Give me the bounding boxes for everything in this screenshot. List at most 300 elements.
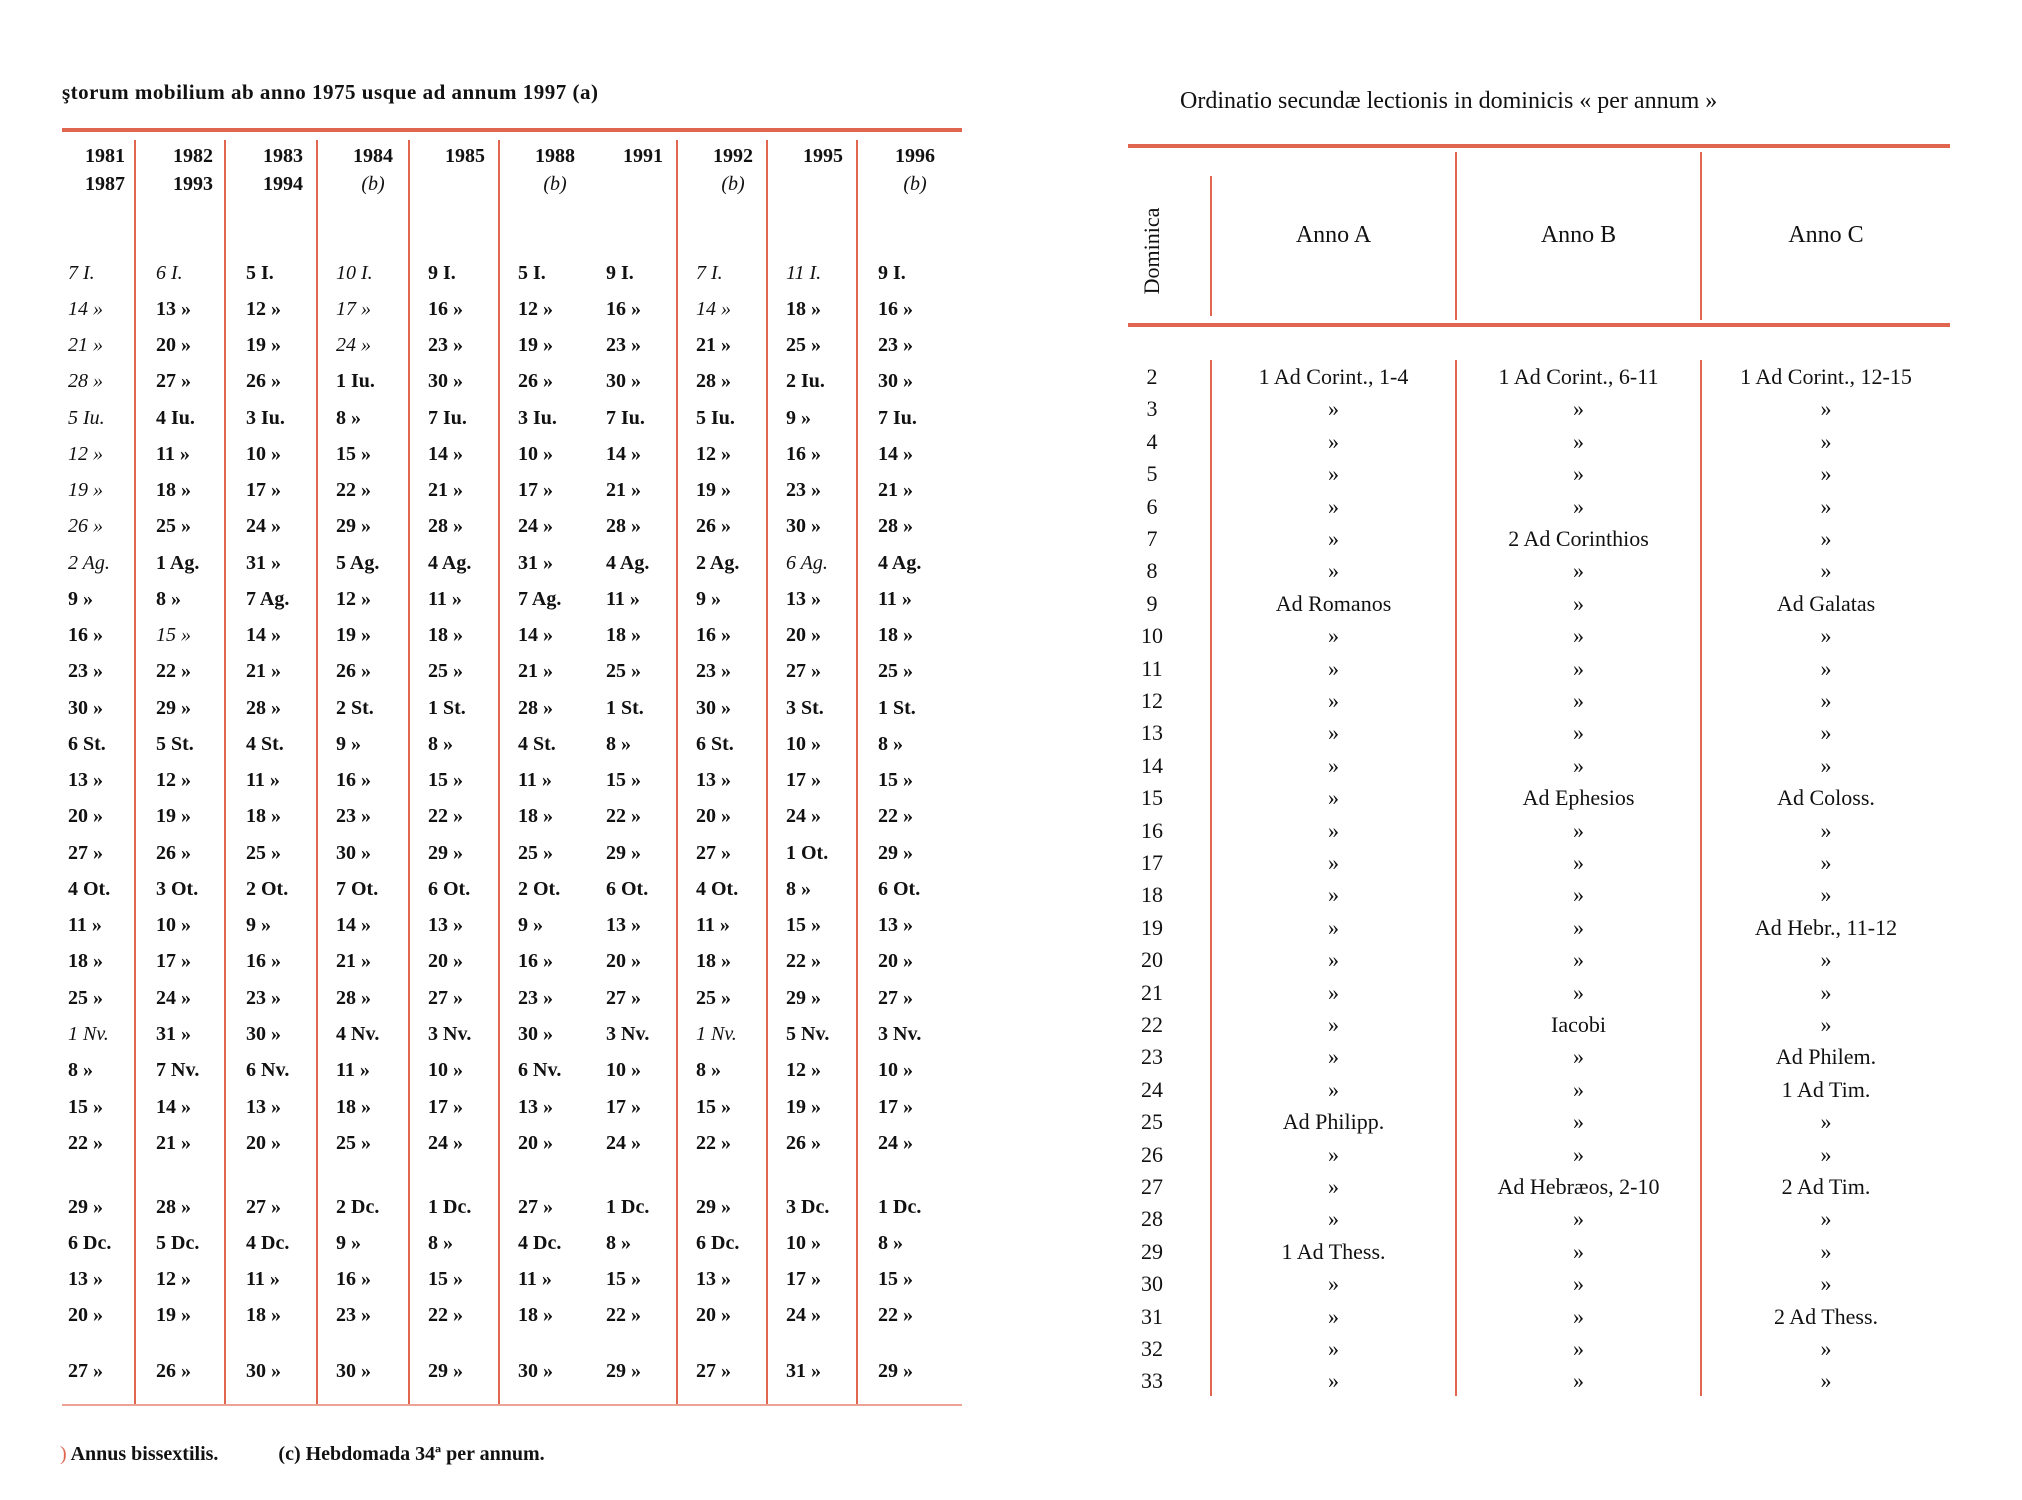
year-header-line1: 1982 <box>173 145 213 167</box>
date-cell: 6 Ot. <box>606 878 649 900</box>
date-cell: 13 » <box>68 1268 103 1290</box>
reading-cell-anno-a: » <box>1328 1336 1339 1361</box>
date-cell: 16 » <box>428 298 463 320</box>
reading-cell-anno-c: » <box>1820 558 1832 583</box>
date-cell: 22 » <box>878 1304 913 1326</box>
reading-cell-anno-a: » <box>1328 688 1339 713</box>
date-cell: 27 » <box>696 842 731 864</box>
reading-cell-anno-b: » <box>1573 1368 1584 1393</box>
date-cell: 9 I. <box>428 262 456 284</box>
date-cell: 4 Ag. <box>428 552 472 574</box>
year-column-header <box>780 142 866 170</box>
date-cell: 27 » <box>518 1196 553 1218</box>
reading-cell-anno-c: » <box>1820 980 1832 1005</box>
reading-cell-anno-a: » <box>1328 818 1339 843</box>
reading-cell-anno-c: » <box>1820 753 1832 778</box>
year-header-line2: 1994 <box>263 173 303 195</box>
date-cell: 13 » <box>156 298 191 320</box>
date-cell: 19 » <box>246 334 281 356</box>
date-cell: 30 » <box>696 697 731 719</box>
dominica-number: 5 <box>1146 461 1158 486</box>
date-cell: 23 » <box>336 1304 371 1326</box>
column-divider <box>498 140 500 1404</box>
reading-cell-anno-a: » <box>1328 850 1339 875</box>
date-cell: 15 » <box>786 914 821 936</box>
reading-cell-anno-c: 1 Ad Corint., 12-15 <box>1740 364 1912 389</box>
date-cell: 27 » <box>696 1360 731 1382</box>
reading-cell-anno-b: Ad Ephesios <box>1522 785 1635 810</box>
date-cell: 31 » <box>518 552 553 574</box>
date-cell: 5 St. <box>156 733 194 755</box>
date-cell: 30 » <box>246 1023 281 1045</box>
year-header-line1: 1995 <box>803 145 843 167</box>
date-cell: 27 » <box>156 370 191 392</box>
dominica-number: 30 <box>1141 1271 1163 1296</box>
footnote-b: Annus bissextilis. <box>70 1443 219 1465</box>
date-cell: 23 » <box>336 805 371 827</box>
reading-cell-anno-b: » <box>1573 1044 1584 1069</box>
reading-cell-anno-c: » <box>1820 1012 1832 1037</box>
date-cell: 24 » <box>336 334 371 356</box>
header-top-rule <box>1128 144 1950 148</box>
date-cell: 6 Ot. <box>878 878 921 900</box>
date-cell: 31 » <box>786 1360 821 1382</box>
date-cell: 13 » <box>878 914 913 936</box>
date-cell: 2 St. <box>336 697 374 719</box>
date-cell: 10 » <box>786 733 821 755</box>
date-cell: 6 Nv. <box>246 1059 290 1081</box>
reading-cell-anno-a: » <box>1328 1206 1339 1231</box>
date-cell: 30 » <box>336 842 371 864</box>
date-cell: 24 » <box>428 1132 463 1154</box>
date-cell: 23 » <box>696 660 731 682</box>
date-cell: 25 » <box>336 1132 371 1154</box>
dominica-number: 24 <box>1141 1077 1163 1102</box>
dominica-number: 28 <box>1141 1206 1163 1231</box>
date-cell: 14 » <box>696 298 731 320</box>
date-cell: 23 » <box>606 334 641 356</box>
date-cell: 27 » <box>786 660 821 682</box>
reading-cell-anno-b: 2 Ad Corinthios <box>1508 526 1649 551</box>
reading-cell-anno-a: » <box>1328 1304 1339 1329</box>
date-cell: 20 » <box>428 950 463 972</box>
dominica-label: Dominica <box>1139 207 1164 295</box>
date-cell: 15 » <box>68 1096 103 1118</box>
date-cell: 19 » <box>68 479 103 501</box>
date-cell: 21 » <box>518 660 553 682</box>
date-cell: 29 » <box>156 697 191 719</box>
date-cell: 5 Iu. <box>696 407 735 429</box>
reading-cell-anno-b: » <box>1573 688 1584 713</box>
dominica-number: 22 <box>1141 1012 1163 1037</box>
date-cell: 21 » <box>696 334 731 356</box>
reading-cell-anno-b: » <box>1573 1206 1584 1231</box>
dominica-number: 13 <box>1141 720 1163 745</box>
year-header-line1: 1983 <box>263 145 303 167</box>
date-cell: 10 » <box>156 914 191 936</box>
date-cell: 1 St. <box>428 697 466 719</box>
date-cell: 30 » <box>878 370 913 392</box>
date-cell: 17 » <box>786 1268 821 1290</box>
date-cell: 12 » <box>336 588 371 610</box>
date-cell: 13 » <box>518 1096 553 1118</box>
date-cell: 12 » <box>246 298 281 320</box>
date-cell: 15 » <box>428 1268 463 1290</box>
reading-cell-anno-b: » <box>1573 429 1584 454</box>
date-cell: 20 » <box>606 950 641 972</box>
date-cell: 20 » <box>68 805 103 827</box>
date-cell: 26 » <box>156 842 191 864</box>
column-divider <box>408 140 410 1404</box>
dominica-number: 11 <box>1141 656 1163 681</box>
year-column-header <box>690 142 776 198</box>
date-cell: 31 » <box>246 552 281 574</box>
date-cell: 4 Ot. <box>696 878 739 900</box>
date-cell: 8 » <box>336 407 361 429</box>
reading-cell-anno-a: » <box>1328 429 1339 454</box>
date-cell: 9 » <box>518 914 543 936</box>
reading-cell-anno-b: » <box>1573 753 1584 778</box>
date-cell: 19 » <box>696 479 731 501</box>
date-cell: 8 » <box>878 1232 903 1254</box>
date-cell: 4 St. <box>246 733 284 755</box>
reading-cell-anno-a: » <box>1328 461 1339 486</box>
date-cell: 18 » <box>246 805 281 827</box>
date-cell: 7 Iu. <box>878 407 917 429</box>
date-cell: 14 » <box>878 443 913 465</box>
date-cell: 1 Dc. <box>878 1196 922 1218</box>
date-cell: 27 » <box>68 842 103 864</box>
date-cell: 4 Ag. <box>606 552 650 574</box>
top-rule <box>62 128 962 132</box>
date-cell: 1 Dc. <box>428 1196 472 1218</box>
date-cell: 24 » <box>246 515 281 537</box>
date-cell: 29 » <box>336 515 371 537</box>
date-cell: 8 » <box>428 1232 453 1254</box>
reading-cell-anno-a: 1 Ad Thess. <box>1281 1239 1386 1264</box>
date-cell: 8 » <box>68 1059 93 1081</box>
reading-cell-anno-b: 1 Ad Corint., 6-11 <box>1498 364 1659 389</box>
date-cell: 15 » <box>606 769 641 791</box>
date-cell: 10 » <box>786 1232 821 1254</box>
right-page-title: Ordinatio secundæ lectionis in dominicis « per annum » <box>1180 88 1718 114</box>
dominica-number: 19 <box>1141 915 1163 940</box>
date-cell: 22 » <box>696 1132 731 1154</box>
date-cell: 14 » <box>246 624 281 646</box>
date-cell: 15 » <box>336 443 371 465</box>
date-cell: 30 » <box>428 370 463 392</box>
date-cell: 14 » <box>68 298 103 320</box>
date-cell: 20 » <box>786 624 821 646</box>
date-cell: 18 » <box>518 805 553 827</box>
date-cell: 15 » <box>696 1096 731 1118</box>
date-cell: 20 » <box>156 334 191 356</box>
date-cell: 28 » <box>246 697 281 719</box>
date-cell: 17 » <box>518 479 553 501</box>
year-header-line1: 1996 <box>895 145 935 167</box>
dominica-number: 4 <box>1146 429 1158 454</box>
date-cell: 11 » <box>246 769 280 791</box>
date-cell: 28 » <box>428 515 463 537</box>
date-cell: 24 » <box>786 805 821 827</box>
date-cell: 13 » <box>246 1096 281 1118</box>
date-cell: 9 » <box>696 588 721 610</box>
date-cell: 18 » <box>156 479 191 501</box>
column-divider <box>224 140 226 1404</box>
date-cell: 4 Nv. <box>336 1023 380 1045</box>
date-cell: 25 » <box>786 334 821 356</box>
date-cell: 21 » <box>878 479 913 501</box>
date-cell: 7 Iu. <box>428 407 467 429</box>
date-cell: 18 » <box>246 1304 281 1326</box>
column-divider <box>676 140 678 1404</box>
reading-cell-anno-b: » <box>1573 947 1584 972</box>
date-cell: 3 Dc. <box>786 1196 830 1218</box>
date-cell: 17 » <box>156 950 191 972</box>
date-cell: 14 » <box>518 624 553 646</box>
year-column-header <box>872 142 958 198</box>
date-cell: 11 » <box>518 769 552 791</box>
date-cell: 9 » <box>336 733 361 755</box>
reading-cell-anno-b: » <box>1573 1304 1584 1329</box>
dominica-number: 9 <box>1146 591 1158 616</box>
footnote-c: (c) Hebdomada 34ª per annum. <box>278 1443 545 1465</box>
date-cell: 2 Ag. <box>68 552 110 574</box>
date-cell: 5 Ag. <box>336 552 380 574</box>
date-cell: 10 I. <box>336 262 373 284</box>
dominica-number: 3 <box>1146 396 1158 421</box>
year-header-line1: 1981 <box>85 145 125 167</box>
reading-cell-anno-c: » <box>1820 947 1832 972</box>
date-cell: 27 » <box>68 1360 103 1382</box>
date-cell: 1 Ot. <box>786 842 829 864</box>
date-cell: 1 Iu. <box>336 370 375 392</box>
reading-cell-anno-a: » <box>1328 915 1339 940</box>
reading-cell-anno-a: » <box>1328 623 1339 648</box>
date-cell: 7 Nv. <box>156 1059 200 1081</box>
date-cell: 4 Dc. <box>518 1232 562 1254</box>
reading-cell-anno-a: » <box>1328 526 1339 551</box>
reading-cell-anno-b: » <box>1573 1109 1584 1134</box>
date-cell: 7 I. <box>696 262 723 284</box>
date-cell: 20 » <box>696 1304 731 1326</box>
date-cell: 5 Nv. <box>786 1023 830 1045</box>
reading-cell-anno-a: » <box>1328 785 1339 810</box>
date-cell: 29 » <box>696 1196 731 1218</box>
dominica-number: 33 <box>1141 1368 1163 1393</box>
reading-cell-anno-a: » <box>1328 558 1339 583</box>
date-cell: 27 » <box>246 1196 281 1218</box>
year-header-line2: (b) <box>543 173 567 195</box>
date-cell: 18 » <box>606 624 641 646</box>
reading-cell-anno-a: » <box>1328 1077 1339 1102</box>
reading-cell-anno-b: » <box>1573 558 1584 583</box>
date-cell: 29 » <box>428 1360 463 1382</box>
date-cell: 8 » <box>606 733 631 755</box>
date-cell: 6 St. <box>696 733 734 755</box>
date-cell: 9 » <box>246 914 271 936</box>
date-cell: 15 » <box>428 769 463 791</box>
date-cell: 22 » <box>336 479 371 501</box>
date-cell: 20 » <box>246 1132 281 1154</box>
date-cell: 26 » <box>156 1360 191 1382</box>
dominica-number: 25 <box>1141 1109 1163 1134</box>
header-anno-b: Anno B <box>1540 222 1617 248</box>
date-cell: 10 » <box>246 443 281 465</box>
date-cell: 25 » <box>156 515 191 537</box>
reading-cell-anno-c: » <box>1820 429 1832 454</box>
reading-cell-anno-b: » <box>1573 1142 1584 1167</box>
date-cell: 7 Ag. <box>246 588 290 610</box>
date-cell: 30 » <box>518 1360 553 1382</box>
reading-cell-anno-c: » <box>1820 1142 1832 1167</box>
date-cell: 10 » <box>428 1059 463 1081</box>
date-cell: 2 Ag. <box>696 552 740 574</box>
date-cell: 22 » <box>786 950 821 972</box>
dominica-number: 26 <box>1141 1142 1163 1167</box>
date-cell: 2 Dc. <box>336 1196 380 1218</box>
date-cell: 11 » <box>246 1268 280 1290</box>
date-cell: 8 » <box>606 1232 631 1254</box>
dominica-number: 18 <box>1141 882 1163 907</box>
date-cell: 18 » <box>428 624 463 646</box>
date-cell: 18 » <box>878 624 913 646</box>
date-cell: 10 » <box>518 443 553 465</box>
date-cell: 28 » <box>606 515 641 537</box>
year-header-line2: 1993 <box>173 173 213 195</box>
date-cell: 12 » <box>68 443 103 465</box>
date-cell: 9 » <box>336 1232 361 1254</box>
reading-cell-anno-c: Ad Hebr., 11-12 <box>1754 915 1898 940</box>
date-cell: 29 » <box>606 1360 641 1382</box>
date-cell: 18 » <box>336 1096 371 1118</box>
footnotes <box>60 1443 545 1466</box>
date-cell: 13 » <box>696 769 731 791</box>
date-cell: 28 » <box>878 515 913 537</box>
date-cell: 16 » <box>518 950 553 972</box>
date-cell: 4 Ag. <box>878 552 922 574</box>
date-cell: 26 » <box>786 1132 821 1154</box>
date-cell: 16 » <box>336 769 371 791</box>
reading-cell-anno-c: 2 Ad Tim. <box>1781 1174 1871 1199</box>
date-cell: 21 » <box>606 479 641 501</box>
date-cell: 30 » <box>518 1023 553 1045</box>
dominica-number: 12 <box>1141 688 1163 713</box>
dominica-number: 31 <box>1141 1304 1163 1329</box>
date-cell: 26 » <box>246 370 281 392</box>
date-cell: 16 » <box>878 298 913 320</box>
reading-cell-anno-b: » <box>1573 720 1584 745</box>
date-cell: 29 » <box>606 842 641 864</box>
date-cell: 18 » <box>786 298 821 320</box>
date-cell: 24 » <box>518 515 553 537</box>
date-cell: 11 » <box>336 1059 370 1081</box>
date-cell: 11 » <box>696 914 730 936</box>
date-cell: 18 » <box>696 950 731 972</box>
date-cell: 12 » <box>156 1268 191 1290</box>
date-cell: 26 » <box>518 370 553 392</box>
date-cell: 13 » <box>786 588 821 610</box>
year-column-header <box>600 142 686 170</box>
date-cell: 21 » <box>336 950 371 972</box>
date-cell: 13 » <box>606 914 641 936</box>
date-cell: 2 Ot. <box>518 878 561 900</box>
date-cell: 30 » <box>246 1360 281 1382</box>
date-cell: 8 » <box>786 878 811 900</box>
reading-cell-anno-b: » <box>1573 1271 1584 1296</box>
reading-cell-anno-c: » <box>1820 656 1832 681</box>
reading-cell-anno-c: Ad Galatas <box>1776 591 1876 616</box>
left-page-heading: ştorum mobilium ab anno 1975 usque ad annum 1997 (a) <box>62 80 599 104</box>
header-anno-a: Anno A <box>1295 222 1372 248</box>
reading-cell-anno-a: » <box>1328 1271 1339 1296</box>
reading-cell-anno-b: » <box>1573 818 1584 843</box>
date-cell: 19 » <box>518 334 553 356</box>
date-cell: 8 » <box>156 588 181 610</box>
date-cell: 18 » <box>68 950 103 972</box>
date-cell: 27 » <box>428 987 463 1009</box>
reading-cell-anno-a: Ad Philipp. <box>1282 1109 1385 1134</box>
date-cell: 1 Dc. <box>606 1196 650 1218</box>
date-cell: 17 » <box>336 298 371 320</box>
date-cell: 22 » <box>428 1304 463 1326</box>
date-cell: 24 » <box>878 1132 913 1154</box>
date-cell: 30 » <box>336 1360 371 1382</box>
dominica-number: 8 <box>1146 558 1158 583</box>
date-cell: 28 » <box>336 987 371 1009</box>
date-cell: 22 » <box>606 805 641 827</box>
date-cell: 14 » <box>606 443 641 465</box>
right-page <box>1100 0 2022 1500</box>
reading-cell-anno-c: » <box>1820 1206 1832 1231</box>
date-cell: 20 » <box>878 950 913 972</box>
year-header-line1: 1984 <box>353 145 393 167</box>
date-cell: 6 Dc. <box>696 1232 740 1254</box>
reading-cell-anno-a: » <box>1328 494 1339 519</box>
header-anno-c: Anno C <box>1788 222 1864 248</box>
left-page <box>0 0 1000 1500</box>
date-cell: 4 Iu. <box>156 407 195 429</box>
date-cell: 3 Iu. <box>246 407 285 429</box>
date-cell: 25 » <box>696 987 731 1009</box>
dominica-number: 16 <box>1141 818 1163 843</box>
date-cell: 13 » <box>428 914 463 936</box>
date-cell: 16 » <box>336 1268 371 1290</box>
reading-cell-anno-a: » <box>1328 656 1339 681</box>
date-cell: 22 » <box>606 1304 641 1326</box>
date-cell: 15 » <box>878 1268 913 1290</box>
reading-cell-anno-a: » <box>1328 753 1339 778</box>
date-cell: 12 » <box>696 443 731 465</box>
date-cell: 23 » <box>246 987 281 1009</box>
date-cell: 6 Dc. <box>68 1232 112 1254</box>
reading-cell-anno-b: » <box>1573 656 1584 681</box>
column-divider <box>316 140 318 1404</box>
date-cell: 11 » <box>68 914 102 936</box>
reading-cell-anno-c: » <box>1820 396 1832 421</box>
year-header-line1: 1992 <box>713 145 753 167</box>
date-cell: 7 I. <box>68 262 95 284</box>
column-divider <box>766 140 768 1404</box>
reading-cell-anno-c: » <box>1820 818 1832 843</box>
date-cell: 24 » <box>786 1304 821 1326</box>
reading-cell-anno-b: » <box>1573 396 1584 421</box>
footnote-marker: ) <box>60 1443 67 1465</box>
date-cell: 3 Nv. <box>606 1023 650 1045</box>
date-cell: 5 I. <box>246 262 274 284</box>
date-cell: 27 » <box>878 987 913 1009</box>
date-cell: 21 » <box>68 334 103 356</box>
